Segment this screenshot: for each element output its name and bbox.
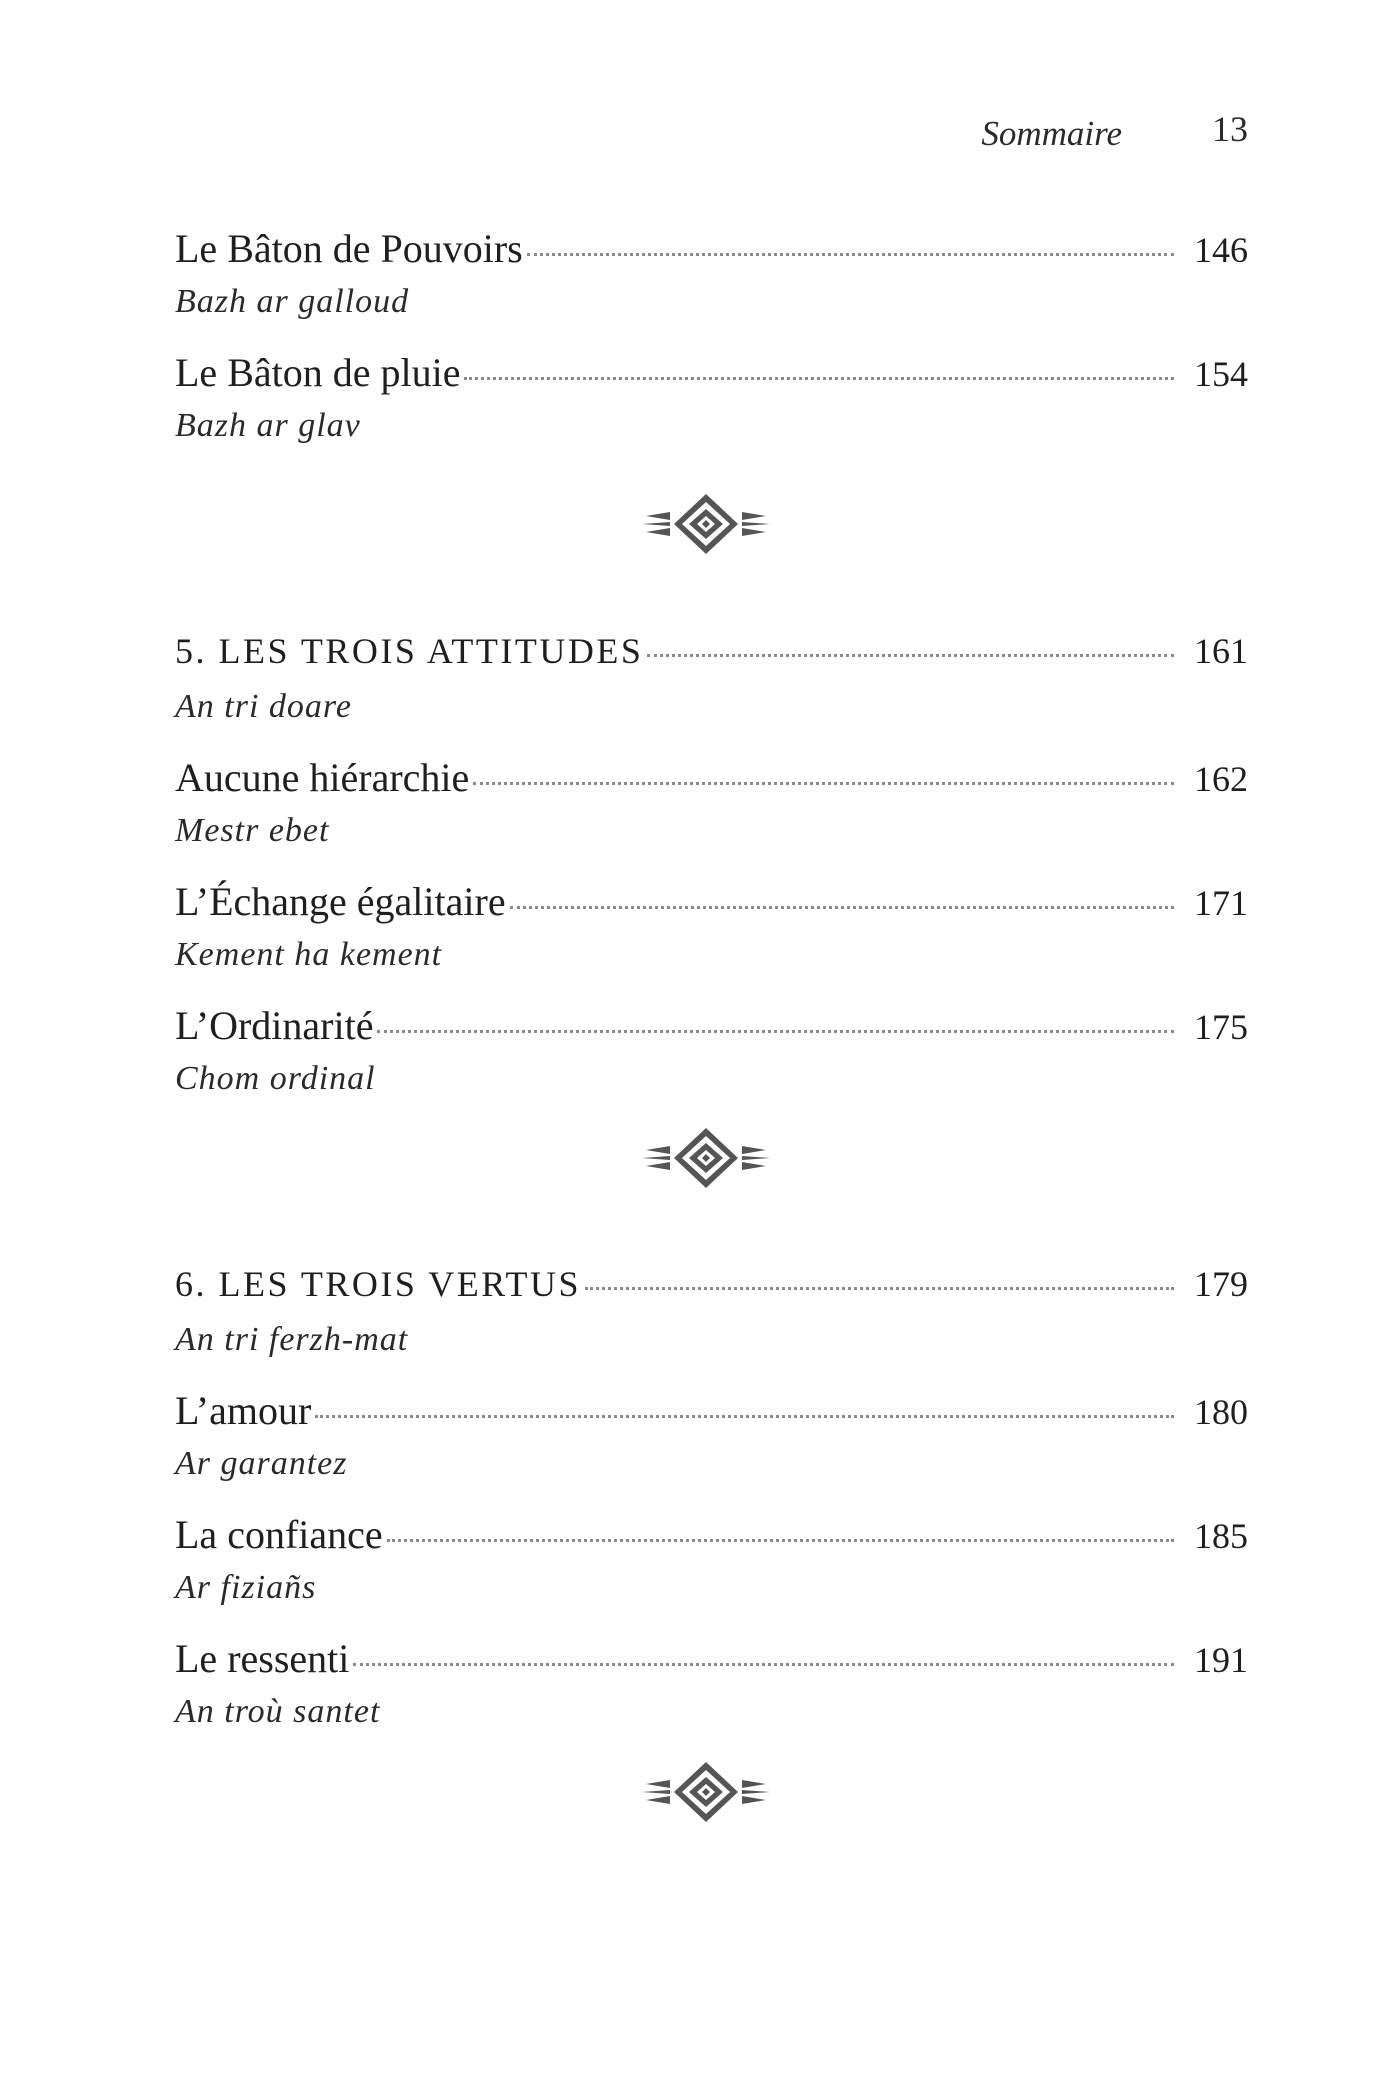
toc-entry[interactable] — [175, 1263, 1248, 1359]
toc-entry-subtitle: Bazh ar galloud — [175, 283, 410, 320]
toc-entry[interactable] — [175, 349, 1248, 445]
toc-entry-page: 161 — [1194, 631, 1248, 671]
toc-entry[interactable] — [175, 1387, 1248, 1483]
toc-entry[interactable] — [175, 1635, 1248, 1731]
toc-entry-page: 146 — [1194, 230, 1248, 270]
toc-entry-subtitle: Mestr ebet — [175, 812, 330, 849]
dot-leader — [473, 782, 1174, 785]
toc-entry-title[interactable]: L’Échange égalitaire — [175, 879, 506, 924]
dot-leader — [377, 1030, 1174, 1033]
dot-leader — [353, 1663, 1174, 1666]
diamond-ornament-icon — [640, 492, 772, 556]
toc-entry-title[interactable]: Aucune hiérarchie — [175, 755, 470, 800]
toc-entry-title[interactable]: La confiance — [175, 1512, 383, 1557]
toc-entry-subtitle: Chom ordinal — [175, 1060, 376, 1097]
toc-entry-title[interactable]: Le Bâton de Pouvoirs — [175, 226, 523, 271]
toc-entry-page: 185 — [1194, 1516, 1248, 1556]
toc-group-1 — [175, 225, 1248, 473]
toc-entry-page: 180 — [1194, 1392, 1248, 1432]
dot-leader — [527, 253, 1174, 256]
toc-entry-page: 154 — [1194, 354, 1248, 394]
toc-entry-page: 179 — [1194, 1264, 1248, 1304]
toc-entry-subtitle: An tri doare — [175, 688, 352, 725]
toc-entry-page: 162 — [1194, 759, 1248, 799]
toc-entry-title[interactable]: L’amour — [175, 1388, 312, 1433]
dot-leader — [464, 377, 1174, 380]
dot-leader — [510, 906, 1174, 909]
toc-entry[interactable] — [175, 225, 1248, 321]
toc-entry[interactable] — [175, 1002, 1248, 1098]
toc-entry-page: 171 — [1194, 883, 1248, 923]
toc-entry-subtitle: Kement ha kement — [175, 936, 443, 973]
toc-entry-subtitle: An tri ferzh-mat — [175, 1321, 409, 1358]
toc-entry-page: 191 — [1194, 1640, 1248, 1680]
toc-entry-page: 175 — [1194, 1007, 1248, 1047]
dot-leader — [647, 654, 1174, 657]
running-head — [0, 108, 1400, 158]
toc-entry[interactable] — [175, 1511, 1248, 1607]
toc-entry[interactable] — [175, 754, 1248, 850]
dot-leader — [315, 1415, 1174, 1418]
running-head-title: Sommaire — [981, 114, 1122, 153]
dot-leader — [387, 1539, 1174, 1542]
toc-entry-subtitle: Bazh ar glav — [175, 407, 361, 444]
toc-entry[interactable] — [175, 630, 1248, 726]
toc-group-2 — [175, 630, 1248, 1126]
diamond-ornament-icon — [640, 1126, 772, 1190]
toc-entry-subtitle: Ar garantez — [175, 1445, 348, 1482]
toc-entry-title[interactable]: Le Bâton de pluie — [175, 350, 461, 395]
dot-leader — [585, 1287, 1174, 1290]
diamond-ornament-icon — [640, 1760, 772, 1824]
toc-entry[interactable] — [175, 878, 1248, 974]
toc-chapter-title[interactable]: 5. LES TROIS ATTITUDES — [175, 631, 644, 671]
toc-entry-title[interactable]: L’Ordinarité — [175, 1003, 374, 1048]
toc-entry-title[interactable]: Le ressenti — [175, 1636, 350, 1681]
toc-entry-subtitle: An troù santet — [175, 1693, 381, 1730]
toc-group-3 — [175, 1263, 1248, 1759]
page-number: 13 — [1212, 109, 1248, 149]
toc-entry-subtitle: Ar fiziañs — [175, 1569, 317, 1606]
toc-chapter-title[interactable]: 6. LES TROIS VERTUS — [175, 1264, 582, 1304]
